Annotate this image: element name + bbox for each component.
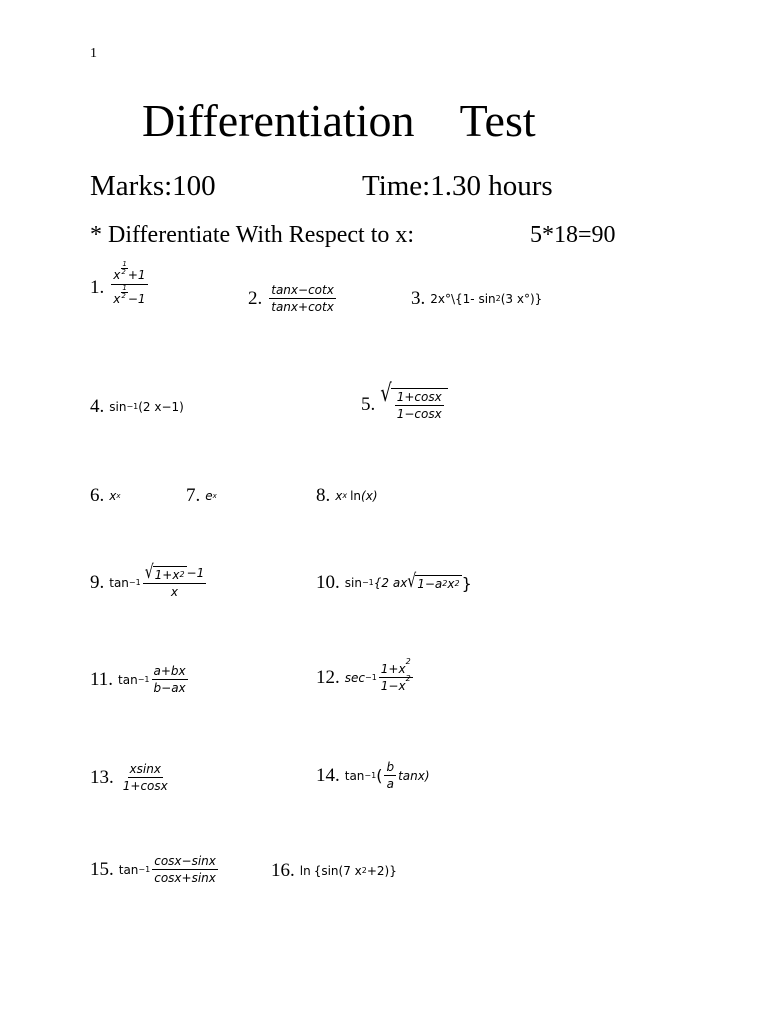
question-number: 9.: [90, 571, 105, 593]
question-15: [90, 854, 220, 885]
question-16: [271, 860, 397, 882]
question-8: [316, 485, 378, 507]
question-1-expression: [109, 260, 149, 307]
question-7-expression: e x: [205, 489, 217, 503]
question-3-expression: 2x°\{1- sin 2 (3 x°)}: [430, 292, 543, 306]
question-number: 15.: [90, 858, 114, 880]
question-13: [90, 762, 172, 793]
question-5: [361, 379, 448, 421]
time-label: Time:1.30 hours: [362, 170, 553, 202]
question-number: 2.: [248, 287, 263, 309]
question-9-expression: tan −1 √ 1+x 2 −1 x: [109, 561, 205, 599]
marks-label: Marks:100: [90, 170, 216, 202]
fraction: $\frac{xsinx}{1+\cos x}$: [122, 762, 168, 793]
question-14: [316, 760, 430, 791]
question-15-expression: tan −1 $\frac{\cos x-\sin x}{\cos x+\sin x}$: [118, 854, 216, 885]
question-6: [90, 485, 121, 507]
question-11-expression: tan −1 $\frac{a+bx}{b-ax}$: [118, 664, 186, 695]
question-number: 11.: [90, 668, 114, 690]
fraction: $\frac{\tan x-\cot x}{\tan x+\cot x}$: [271, 283, 334, 314]
question-number: 5.: [361, 393, 376, 415]
base-x: x: [113, 268, 121, 282]
question-number: 13.: [90, 766, 114, 788]
question-8-expression: x x ln (x): [335, 489, 378, 503]
base-x: x: [113, 292, 121, 306]
half-exponent: 1 2: [121, 260, 127, 276]
question-number: 7.: [186, 485, 201, 506]
score-breakdown: 5*18=90: [530, 222, 616, 248]
minus-one: −1: [127, 292, 146, 306]
question-number: 16.: [271, 860, 295, 881]
question-number: 1.: [90, 276, 105, 298]
question-3: [411, 288, 542, 310]
question-7: [186, 485, 217, 507]
square-root: √ 1+x 2: [144, 561, 185, 584]
question-9: [90, 561, 208, 599]
question-number: 3.: [411, 288, 426, 309]
question-4-expression: sin −1 (2 x−1): [109, 400, 184, 414]
plus-one: +1: [127, 268, 146, 282]
question-12: [316, 657, 415, 693]
question-4: [90, 396, 184, 418]
question-1: [90, 260, 150, 307]
question-12-expression: sec −1 1+x 2 1−x 2: [344, 657, 411, 693]
question-10-expression: sin −1 {2 ax √ 1−a 2 x 2 }: [344, 570, 472, 593]
question-16-expression: ln {sin(7 x 2 +2)}: [299, 864, 397, 878]
question-number: 4.: [90, 396, 105, 417]
square-root: √ 1−a 2 x 2: [407, 570, 460, 593]
square-root: √ $\frac{1+\cos x}{1-\cos x}$: [380, 388, 447, 421]
question-number: 6.: [90, 485, 105, 506]
question-6-expression: x x: [109, 489, 121, 503]
page-number: 1: [90, 46, 97, 61]
question-10: [316, 572, 472, 594]
question-number: 8.: [316, 485, 331, 506]
question-number: 12.: [316, 666, 340, 688]
question-14-expression: tan −1 ( $\frac{b}{a}$ tanx): [344, 760, 430, 791]
question-number: 10.: [316, 572, 340, 593]
page-title: Differentiation Test: [142, 95, 536, 146]
question-2: [248, 283, 338, 314]
fraction: [111, 260, 147, 307]
question-number: 14.: [316, 764, 340, 786]
instruction-text: * Differentiate With Respect to x:: [90, 222, 415, 248]
question-11: [90, 664, 190, 695]
half-exponent: 1 2: [121, 284, 127, 300]
